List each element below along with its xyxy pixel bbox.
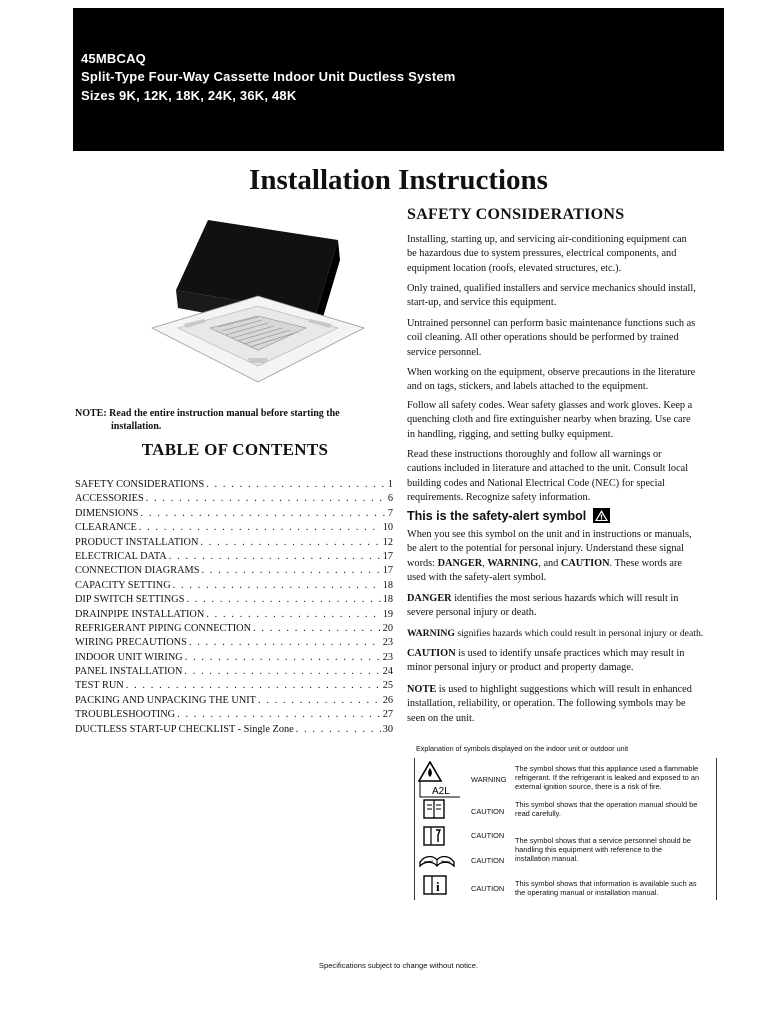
toc-entry <box>75 536 393 550</box>
symbol-desc-operation-manual <box>515 800 713 818</box>
toc-entry-title: PANEL INSTALLATION <box>75 666 183 678</box>
flammable-a2l-icon <box>418 761 464 799</box>
toc-leader-dots <box>139 521 381 535</box>
text-line: in handling, rigging, and setting bulky equipment. <box>407 428 614 440</box>
information-manual-icon <box>423 875 447 895</box>
toc-entry-page: 7 <box>387 507 393 519</box>
toc-leader-dots <box>177 708 381 722</box>
toc-entry <box>75 651 393 665</box>
text-span: , and <box>538 557 561 569</box>
product-sizes: Sizes 9K, 12K, 18K, 24K, 36K, 48K <box>81 88 297 103</box>
toc-entry-page: 23 <box>382 651 393 663</box>
toc-entry-title: DIMENSIONS <box>75 507 139 519</box>
cassette-unit-image <box>148 216 370 388</box>
toc-entry-page: 17 <box>382 565 393 577</box>
toc-entry-title: CONNECTION DIAGRAMS <box>75 565 200 577</box>
toc-leader-dots <box>200 536 380 550</box>
safety-alert-icon <box>593 508 610 523</box>
safety-heading: SAFETY CONSIDERATIONS <box>407 206 625 223</box>
toc-entry-title: CAPACITY SETTING <box>75 579 171 591</box>
toc-leader-dots <box>189 636 381 650</box>
text-line: start-up, and service this equipment. <box>407 297 557 309</box>
toc-entry <box>75 579 393 593</box>
safety-paragraph-5 <box>407 399 725 442</box>
danger-definition <box>407 592 725 621</box>
text-line: requirements. Recognize safety information. <box>407 492 591 504</box>
toc-entry-page: 25 <box>382 680 393 692</box>
text-line: installation manual. <box>515 854 579 863</box>
text-line: Read these instructions thoroughly and follow all warnings or <box>407 449 662 460</box>
text-line: Follow all safety codes. Wear safety glasses and work gloves. Keep a <box>407 400 693 411</box>
toc-entry-page: 6 <box>387 493 393 505</box>
keyword-warning: WARNING <box>407 628 455 639</box>
toc-entry-title: PRODUCT INSTALLATION <box>75 536 199 548</box>
toc-leader-dots <box>169 550 381 564</box>
text-span: is used to highlight suggestions which will result in enhanced <box>436 684 692 695</box>
toc-entry-title: TROUBLESHOOTING <box>75 709 176 721</box>
toc-entry <box>75 679 393 693</box>
toc-entry-page: 24 <box>382 666 393 678</box>
toc-entry-title: DIP SWITCH SETTINGS <box>75 594 185 606</box>
text-line: external ignition source, there is a risk of fire. <box>515 782 662 791</box>
toc-leader-dots <box>126 679 381 693</box>
text-line <box>407 627 725 641</box>
note-line-2: installation. <box>111 420 162 432</box>
text-span: . These words are <box>609 557 682 569</box>
symbol-label-warning: WARNING <box>471 775 507 784</box>
open-book-icon <box>418 850 456 870</box>
safety-paragraph-6 <box>407 448 725 506</box>
note-definition <box>407 683 725 726</box>
toc-entry-title: TEST RUN <box>75 680 124 692</box>
text-line: seen on the unit. <box>407 712 475 724</box>
warning-definition <box>407 627 725 641</box>
toc-leader-dots <box>201 564 380 578</box>
toc-entry <box>75 608 393 622</box>
toc-entry-title: REFRIGERANT PIPING CONNECTION <box>75 622 252 634</box>
toc-entry-page: 26 <box>382 694 393 706</box>
text-line: service personnel. <box>407 346 482 358</box>
toc-entry-title: WIRING PRECAUTIONS <box>75 637 187 649</box>
text-line: Only trained, qualified installers and service mechanics should install, <box>407 283 696 294</box>
safety-alert-heading <box>407 508 610 523</box>
toc-entry-title: DRAINPIPE INSTALLATION <box>75 608 205 620</box>
toc-entry <box>75 636 393 650</box>
toc-entry <box>75 564 393 578</box>
keyword-danger: DANGER <box>407 593 452 604</box>
symbol-desc-information <box>515 879 713 897</box>
toc-entry <box>75 593 393 607</box>
toc-entry-page: 1 <box>387 479 393 490</box>
caution-definition <box>407 647 725 676</box>
text-line: used with the safety-alert symbol. <box>407 572 547 584</box>
text-line: This symbol shows that information is available such as <box>515 879 697 888</box>
toc-entry-title: INDOOR UNIT WIRING <box>75 651 183 663</box>
alert-paragraph <box>407 528 725 586</box>
symbols-table <box>414 758 717 900</box>
symbol-label-caution: CAUTION <box>471 831 505 840</box>
text-span: signifies hazards which could result in personal injury or death. <box>454 628 704 639</box>
toc-entry <box>75 665 393 679</box>
product-subtitle: Split-Type Four-Way Cassette Indoor Unit Ductless System <box>81 69 456 84</box>
text-line: severe personal injury or death. <box>407 607 537 619</box>
toc-entry-page: 18 <box>382 579 393 591</box>
info-i-glyph: i <box>436 879 440 894</box>
text-line: the operating manual or installation manual. <box>515 888 659 897</box>
toc-entry-page: 19 <box>382 608 393 620</box>
toc-entry-page: 30 <box>382 723 393 735</box>
text-span: identifies the most serious hazards which will result in <box>451 593 679 604</box>
text-line <box>407 557 725 571</box>
symbol-label-caution: CAUTION <box>471 807 505 816</box>
text-span: is used to identify unsafe practices which may result in <box>455 648 685 659</box>
toc-leader-dots <box>186 593 380 607</box>
text-line: coil cleaning. All other operations should be performed by trained <box>407 332 679 344</box>
symbol-label-caution: CAUTION <box>471 884 505 893</box>
toc-entry <box>75 492 393 506</box>
page-title: Installation Instructions <box>249 164 548 196</box>
toc-entry <box>75 723 393 737</box>
table-of-contents <box>75 478 393 737</box>
text-line: be hazardous due to system pressures, electrical components, and <box>407 248 677 260</box>
symbol-desc-service <box>515 836 713 863</box>
toc-entry-title: PACKING AND UNPACKING THE UNIT <box>75 694 256 706</box>
note-line-1: Read the entire instruction manual before starting the <box>109 408 340 419</box>
toc-entry-page: 10 <box>382 522 393 534</box>
text-line: installation, reliability, or operation. The following symbols may be <box>407 698 686 710</box>
toc-entry-title: ACCESSORIES <box>75 493 144 505</box>
header-banner <box>73 8 724 151</box>
text-line: building codes and National Electrical Code (NEC) for special <box>407 477 665 489</box>
read-manual-note <box>75 408 375 433</box>
operation-manual-icon <box>423 799 445 819</box>
safety-paragraph-1 <box>407 233 725 276</box>
text-line: quenching cloth and fire extinguisher nearby when brazing. Use care <box>407 414 691 426</box>
toc-entry-title: ELECTRICAL DATA <box>75 550 167 562</box>
toc-entry <box>75 694 393 708</box>
toc-entry <box>75 521 393 535</box>
toc-leader-dots <box>184 665 380 679</box>
text-line: read carefully. <box>515 809 561 818</box>
text-line: be alert to the potential for personal injury. Understand these signal <box>407 543 684 555</box>
toc-entry-page: 12 <box>382 536 393 548</box>
toc-leader-dots <box>173 579 381 593</box>
service-manual-icon <box>423 826 445 846</box>
toc-leader-dots <box>185 651 381 665</box>
text-line: refrigerant. If the refrigerant is leaked and exposed to an <box>515 773 700 782</box>
toc-leader-dots <box>253 622 381 636</box>
text-line: This symbol shows that the operation manual should be <box>515 800 698 809</box>
text-line: handling this equipment with reference to the <box>515 845 663 854</box>
keyword-caution: CAUTION <box>407 648 456 659</box>
safety-paragraph-4 <box>407 366 725 395</box>
text-line: The symbol shows that this appliance used a flammable <box>515 764 699 773</box>
toc-leader-dots <box>146 492 386 506</box>
toc-entry-page: 18 <box>382 594 393 606</box>
text-line: and on tags, stickers, and labels attached to the equipment. <box>407 381 649 393</box>
toc-entry-page: 17 <box>382 550 393 562</box>
symbol-desc-flammable <box>515 764 713 791</box>
text-line: When working on the equipment, observe precautions in the literature <box>407 367 696 378</box>
toc-leader-dots <box>206 608 380 622</box>
toc-entry-title: CLEARANCE <box>75 522 137 534</box>
toc-leader-dots <box>141 507 386 521</box>
text-line: When you see this symbol on the unit and in instructions or manuals, <box>407 529 692 540</box>
keyword-note: NOTE <box>407 684 437 695</box>
symbol-label-caution: CAUTION <box>471 856 505 865</box>
safety-paragraph-2 <box>407 282 725 311</box>
note-label: NOTE: <box>75 408 107 419</box>
text-line: equipment location (roofs, elevated structures, etc.). <box>407 262 622 274</box>
toc-entry-page: 27 <box>382 709 393 721</box>
toc-leader-dots <box>296 723 381 737</box>
toc-leader-dots <box>258 694 381 708</box>
text-span: words: <box>407 557 438 569</box>
text-line <box>407 592 725 606</box>
toc-entry-title: SAFETY CONSIDERATIONS <box>75 479 205 490</box>
keyword-danger: DANGER <box>437 557 483 569</box>
symbols-title: Explanation of symbols displayed on the indoor unit or outdoor unit <box>416 744 629 753</box>
text-line: cautions included in literature and attached to the unit. Consult local <box>407 463 689 475</box>
toc-heading: TABLE OF CONTENTS <box>141 440 329 459</box>
keyword-caution: CAUTION <box>560 557 610 569</box>
toc-leader-dots <box>206 478 386 492</box>
text-line <box>407 683 725 697</box>
toc-entry-title: DUCTLESS START-UP CHECKLIST - Single Zone <box>75 723 294 735</box>
toc-entry <box>75 478 393 492</box>
toc-entry-page: 20 <box>382 622 393 634</box>
toc-entry <box>75 708 393 722</box>
model-number: 45MBCAQ <box>81 51 146 66</box>
safety-paragraph-3 <box>407 317 725 360</box>
text-span: , <box>482 557 488 569</box>
text-line <box>407 647 725 661</box>
text-line: The symbol shows that a service personnel should be <box>515 836 691 845</box>
footer-disclaimer: Specifications subject to change without notice. <box>318 961 479 970</box>
safety-alert-heading-text: This is the safety-alert symbol <box>407 509 587 523</box>
text-line: Untrained personnel can perform basic maintenance functions such as <box>407 318 696 329</box>
toc-entry <box>75 622 393 636</box>
keyword-warning: WARNING <box>487 557 539 569</box>
toc-entry-page: 23 <box>382 637 393 649</box>
toc-entry <box>75 550 393 564</box>
a2l-label: A2L <box>432 786 450 797</box>
text-line: minor personal injury or product and property damage. <box>407 662 634 674</box>
text-line: Installing, starting up, and servicing air-conditioning equipment can <box>407 234 687 245</box>
toc-entry <box>75 507 393 521</box>
